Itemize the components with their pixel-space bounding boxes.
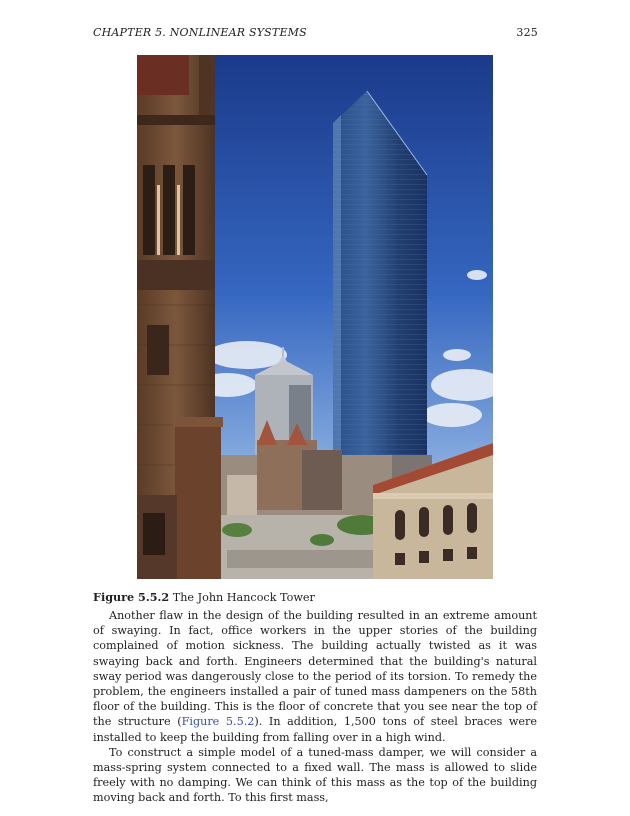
figure-caption [93,590,543,605]
paragraph-1 [93,608,537,745]
paragraph-1-text-a: Another flaw in the design of the building resulted in an extreme amount of swaying. In fact, office workers in the upper stories of the building complained of motion sickness. The building actually twisted as it was swaying back and forth. Engineers determined that the building's natural sway period was dangerously close to the period of its torsion. To remedy the problem, the engineers installed a pair of tuned mass dampeners on the 58th floor of the building. This is the floor of concrete that you see near the top of the structure ( [93,609,537,729]
church-tower [137,55,223,579]
figure-caption-text: The John Hancock Tower [172,591,315,604]
page-number: 325 [516,26,538,39]
body-text [93,608,537,806]
paragraph-1-text-b: ). In addition, 1,500 tons of steel braces were installed to keep the building from falling over in a high wind. [93,715,537,744]
figure-label: Figure 5.5.2 [93,590,170,604]
chapter-title: CHAPTER 5. NONLINEAR SYSTEMS [93,26,307,39]
running-header [93,26,538,42]
figure-link[interactable]: Figure 5.5.2 [181,715,255,729]
paragraph-2: To construct a simple model of a tuned-mass damper, we will consider a mass-spring system connected to a fixed wall. The mass is allowed to slide freely with no damping. We can think of this mass as the top of the building moving back and forth. To this first mass, [93,745,537,805]
hancock-tower-photo [137,55,493,579]
